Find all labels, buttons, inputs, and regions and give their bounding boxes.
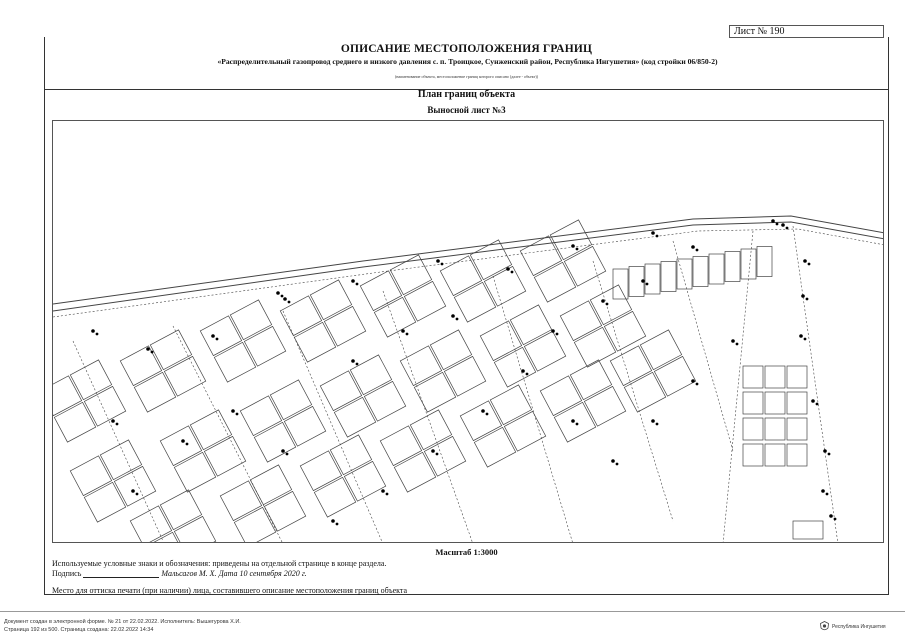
parcel-lot bbox=[200, 316, 241, 356]
parcel-lot bbox=[414, 372, 455, 412]
boundary-point bbox=[521, 369, 525, 373]
boundary-point bbox=[646, 283, 649, 286]
parcel-lot bbox=[350, 355, 391, 395]
parcel-lot bbox=[404, 281, 445, 321]
parcel-lot bbox=[114, 466, 155, 506]
parcel-lot bbox=[244, 326, 285, 366]
parcel-lot bbox=[324, 306, 365, 346]
boundary-point bbox=[821, 489, 825, 493]
boundary-point bbox=[691, 245, 695, 249]
parcel-lot bbox=[430, 330, 471, 370]
parcel-lot bbox=[134, 372, 175, 412]
parcel-lot-row bbox=[709, 254, 724, 284]
parcel-lot bbox=[160, 490, 201, 530]
boundary-point bbox=[806, 298, 809, 301]
boundary-point bbox=[381, 489, 385, 493]
boundary-point bbox=[406, 333, 409, 336]
road-edge-upper bbox=[53, 216, 884, 304]
parcel-lot-east bbox=[787, 418, 807, 440]
parcel-lot bbox=[510, 305, 551, 345]
boundary-point bbox=[236, 413, 239, 416]
parcel-lot bbox=[584, 386, 625, 426]
boundary-point bbox=[786, 227, 789, 230]
boundary-point bbox=[691, 379, 695, 383]
parcel-lot bbox=[314, 477, 355, 517]
parcel-lot-east bbox=[793, 521, 823, 539]
parcel-lot bbox=[320, 371, 361, 411]
boundary-point bbox=[283, 297, 287, 301]
signature-row bbox=[52, 569, 307, 578]
boundary-point bbox=[556, 333, 559, 336]
boundary-point bbox=[186, 443, 189, 446]
footer-divider bbox=[0, 611, 905, 612]
boundary-point bbox=[696, 249, 699, 252]
boundary-point bbox=[211, 334, 215, 338]
parcel-lot-east bbox=[743, 444, 763, 466]
parcel-lot bbox=[624, 372, 665, 412]
date-label: Дата bbox=[218, 569, 238, 578]
parcel-lot bbox=[84, 386, 125, 426]
parcel-lot-east bbox=[765, 366, 785, 388]
boundary-point bbox=[386, 493, 389, 496]
boundary-point bbox=[506, 267, 510, 271]
boundary-point bbox=[486, 413, 489, 416]
boundary-point bbox=[456, 318, 459, 321]
parcel-lot bbox=[604, 311, 645, 351]
boundary-point bbox=[231, 409, 235, 413]
boundary-point bbox=[616, 463, 619, 466]
parcel-lot bbox=[410, 410, 451, 450]
boundary-point bbox=[116, 423, 119, 426]
parcel-lot bbox=[520, 236, 561, 276]
parcel-lot bbox=[394, 452, 435, 492]
boundary-point bbox=[571, 244, 575, 248]
map-drawing bbox=[53, 121, 884, 543]
signature-line bbox=[83, 569, 159, 578]
boundary-point bbox=[651, 419, 655, 423]
boundary-point bbox=[823, 449, 827, 453]
boundary-point bbox=[801, 294, 805, 298]
gas-pipeline-main bbox=[53, 229, 884, 317]
parcel-lot bbox=[550, 220, 591, 260]
boundary-point bbox=[276, 291, 280, 295]
boundary-point bbox=[576, 423, 579, 426]
parcel-lot-east bbox=[743, 418, 763, 440]
gas-branch-line bbox=[283, 311, 383, 543]
boundary-point bbox=[829, 514, 833, 518]
boundary-point bbox=[651, 231, 655, 235]
boundary-point bbox=[776, 223, 779, 226]
parcel-lot bbox=[570, 360, 611, 400]
parcel-lot bbox=[460, 401, 501, 441]
parcel-lot-row bbox=[677, 259, 692, 289]
parcel-lot bbox=[284, 406, 325, 446]
parcel-lot bbox=[490, 385, 531, 425]
stamp-note: Место для оттиска печати (при наличии) лица, составившего описание местоположения границ объекта bbox=[52, 586, 408, 595]
parcel-lot-row bbox=[645, 264, 660, 294]
boundary-point bbox=[526, 373, 529, 376]
parcel-lot bbox=[214, 342, 255, 382]
parcel-lot bbox=[100, 440, 141, 480]
boundary-point bbox=[136, 493, 139, 496]
boundary-point bbox=[281, 295, 284, 298]
parcel-lot bbox=[444, 356, 485, 396]
boundary-point bbox=[288, 301, 291, 304]
parcel-lot bbox=[560, 301, 601, 341]
parcel-lot bbox=[334, 397, 375, 437]
boundary-map bbox=[52, 120, 884, 543]
parcel-lot bbox=[374, 297, 415, 337]
boundary-point bbox=[656, 423, 659, 426]
parcel-lot bbox=[504, 411, 545, 451]
parcel-lot bbox=[270, 380, 311, 420]
gas-branch-line bbox=[593, 261, 673, 521]
gas-branch-line bbox=[493, 276, 573, 543]
parcel-lot bbox=[70, 360, 111, 400]
boundary-point bbox=[436, 453, 439, 456]
boundary-point bbox=[771, 219, 775, 223]
parcel-lot bbox=[150, 330, 191, 370]
parcel-lot-row bbox=[661, 262, 676, 292]
boundary-point bbox=[96, 333, 99, 336]
date-value: 10 сентября 2020 г. bbox=[239, 569, 307, 578]
sheet-label: Выносной лист №3 bbox=[427, 105, 506, 115]
parcel-lot bbox=[380, 426, 421, 466]
parcel-lot bbox=[130, 506, 171, 543]
parcel-lot bbox=[254, 422, 295, 462]
parcel-lot bbox=[474, 427, 515, 467]
parcel-lot bbox=[70, 456, 111, 496]
parcel-lot bbox=[484, 266, 525, 306]
boundary-point bbox=[826, 493, 829, 496]
signer-name: Мальсагов М. Х. bbox=[161, 569, 217, 578]
gas-branch-line bbox=[723, 231, 753, 543]
boundary-point bbox=[356, 283, 359, 286]
boundary-point bbox=[286, 453, 289, 456]
boundary-point bbox=[216, 338, 219, 341]
parcel-lot bbox=[174, 452, 215, 492]
parcel-lot bbox=[84, 482, 125, 522]
parcel-lot bbox=[264, 491, 305, 531]
parcel-lot-row bbox=[613, 269, 628, 299]
object-name: «Распределительный газопровод среднего и низкого давления с. п. Троицкое, Сунженский район, Республика Ингушетия» (код стройки 06/850-2) bbox=[217, 57, 718, 66]
parcel-lot bbox=[300, 451, 341, 491]
boundary-point bbox=[803, 259, 807, 263]
parcel-lot bbox=[534, 262, 575, 302]
parcel-lot-row bbox=[741, 249, 756, 279]
boundary-point bbox=[828, 453, 831, 456]
boundary-point bbox=[351, 279, 355, 283]
parcel-lot bbox=[364, 381, 405, 421]
boundary-point bbox=[816, 403, 819, 406]
gas-branch-line bbox=[383, 291, 473, 543]
map-scale: Масштаб 1:3000 bbox=[435, 547, 498, 557]
parcel-lot bbox=[160, 426, 201, 466]
boundary-point bbox=[601, 299, 605, 303]
footer-line-1: Документ создан в электронной форме. № 21 от 22.02.2022. Исполнитель: Вышегурова Х.И. bbox=[4, 619, 241, 625]
plan-title: План границ объекта bbox=[417, 89, 516, 100]
boundary-point bbox=[441, 263, 444, 266]
parcel-lot bbox=[120, 346, 161, 386]
document-title: ОПИСАНИЕ МЕСТОПОЛОЖЕНИЯ ГРАНИЦ bbox=[340, 43, 593, 55]
boundary-point bbox=[811, 399, 815, 403]
parcel-lot bbox=[164, 356, 205, 396]
parcel-lot bbox=[564, 246, 605, 286]
boundary-point bbox=[431, 449, 435, 453]
parcel-lot bbox=[344, 461, 385, 501]
boundary-point bbox=[436, 259, 440, 263]
parcel-lot-east bbox=[787, 366, 807, 388]
boundary-point bbox=[91, 329, 95, 333]
boundary-point bbox=[356, 363, 359, 366]
boundary-point bbox=[511, 271, 514, 274]
boundary-point bbox=[804, 338, 807, 341]
boundary-point bbox=[451, 314, 455, 318]
parcel-lot-east bbox=[743, 392, 763, 414]
parcel-lot bbox=[424, 436, 465, 476]
boundary-point bbox=[481, 409, 485, 413]
parcel-lot bbox=[400, 346, 441, 386]
parcel-lot bbox=[494, 347, 535, 387]
boundary-point bbox=[111, 419, 115, 423]
parcel-lot bbox=[654, 356, 695, 396]
parcel-lot-east bbox=[743, 366, 763, 388]
signature-label: Подпись bbox=[52, 569, 82, 578]
boundary-point bbox=[696, 383, 699, 386]
parcel-lot bbox=[554, 402, 595, 442]
parcel-lot bbox=[574, 327, 615, 367]
parcel-lot bbox=[330, 435, 371, 475]
parcel-lot-east bbox=[787, 444, 807, 466]
boundary-point bbox=[606, 303, 609, 306]
boundary-point bbox=[781, 223, 785, 227]
boundary-point bbox=[336, 523, 339, 526]
parcel-lot bbox=[230, 300, 271, 340]
legend-note: Используемые условные знаки и обозначения: приведены на отдельной странице в конце раздела. bbox=[52, 559, 387, 568]
parcel-lot bbox=[454, 282, 495, 322]
parcel-lot-east bbox=[765, 444, 785, 466]
parcel-lot bbox=[524, 331, 565, 371]
boundary-point bbox=[736, 343, 739, 346]
footer-line-2: Страница 192 из 500. Страница создана: 22.02.2022 14:34 bbox=[4, 627, 154, 633]
boundary-point bbox=[834, 518, 837, 521]
parcel-lot bbox=[250, 465, 291, 505]
parcel-lot bbox=[174, 516, 215, 543]
parcel-lot bbox=[54, 402, 95, 442]
boundary-point bbox=[571, 419, 575, 423]
parcel-lot-row bbox=[757, 247, 772, 277]
parcel-lot bbox=[240, 396, 281, 436]
boundary-point bbox=[131, 489, 135, 493]
boundary-point bbox=[351, 359, 355, 363]
parcel-lot bbox=[440, 256, 481, 296]
boundary-point bbox=[281, 449, 285, 453]
footer-brand bbox=[820, 621, 886, 632]
parcel-lot-row bbox=[693, 257, 708, 287]
boundary-point bbox=[731, 339, 735, 343]
parcel-lot bbox=[234, 507, 275, 543]
boundary-point bbox=[611, 459, 615, 463]
parcel-lot bbox=[280, 296, 321, 336]
boundary-point bbox=[146, 347, 150, 351]
parcel-lot bbox=[480, 321, 521, 361]
parcel-lot bbox=[640, 330, 681, 370]
emblem-icon bbox=[820, 621, 829, 632]
footer-brand-text: Республика Ингушетия bbox=[832, 623, 886, 630]
parcel-lot-east bbox=[765, 392, 785, 414]
boundary-point bbox=[181, 439, 185, 443]
boundary-point bbox=[331, 519, 335, 523]
parcel-lot bbox=[360, 271, 401, 311]
parcel-lot bbox=[220, 481, 261, 521]
parcel-lot bbox=[610, 346, 651, 386]
boundary-point bbox=[641, 279, 645, 283]
parcel-lot bbox=[294, 322, 335, 362]
road-edge-lower bbox=[53, 222, 884, 311]
object-name-note: (наименование объекта, местоположение границ которого описано (далее - объект)) bbox=[394, 74, 539, 79]
parcel-lot bbox=[310, 280, 351, 320]
boundary-point bbox=[401, 329, 405, 333]
boundary-point bbox=[799, 334, 803, 338]
parcel-lot bbox=[470, 240, 511, 280]
boundary-point bbox=[576, 248, 579, 251]
parcel-lot-east bbox=[765, 418, 785, 440]
parcel-lot-row bbox=[725, 252, 740, 282]
boundary-point bbox=[551, 329, 555, 333]
parcel-lot bbox=[53, 376, 82, 416]
sheet-number: Лист № 190 bbox=[729, 25, 884, 38]
parcel-lot bbox=[540, 376, 581, 416]
parcel-lot-east bbox=[787, 392, 807, 414]
boundary-point bbox=[808, 263, 811, 266]
gas-branch-line bbox=[793, 226, 838, 543]
boundary-point bbox=[656, 235, 659, 238]
boundary-point bbox=[151, 351, 154, 354]
parcel-lot bbox=[204, 436, 245, 476]
